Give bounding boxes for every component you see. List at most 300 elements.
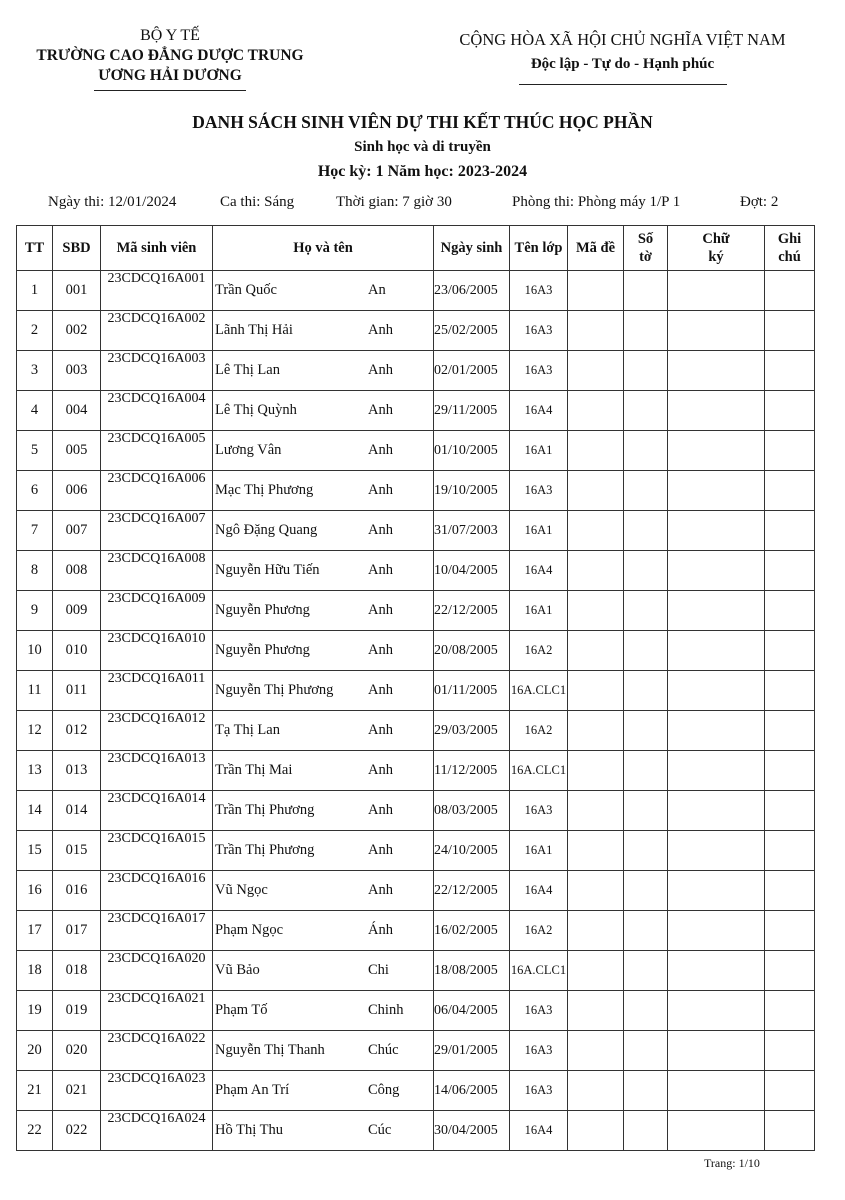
row-family-name: Tạ Thị Lan <box>215 722 280 738</box>
row-signature <box>668 391 765 431</box>
table-row <box>17 671 815 711</box>
table-row <box>17 871 815 911</box>
row-note <box>765 391 815 431</box>
row-exam-code <box>568 791 624 831</box>
row-class: 16A3 <box>510 1031 568 1071</box>
row-sheets <box>624 311 668 351</box>
row-class: 16A3 <box>510 351 568 391</box>
row-note <box>765 791 815 831</box>
row-tt: 8 <box>17 551 53 591</box>
row-class: 16A3 <box>510 471 568 511</box>
row-sheets <box>624 391 668 431</box>
row-student-id: 23CDCQ16A023 <box>101 1071 213 1111</box>
row-note <box>765 551 815 591</box>
table-row <box>17 991 815 1031</box>
row-full-name <box>213 711 434 751</box>
row-signature <box>668 471 765 511</box>
row-exam-code <box>568 711 624 751</box>
row-class: 16A4 <box>510 871 568 911</box>
row-student-id: 23CDCQ16A011 <box>101 671 213 711</box>
exam-round: Đợt: 2 <box>740 194 779 210</box>
row-signature <box>668 751 765 791</box>
row-sheets <box>624 831 668 871</box>
row-exam-code <box>568 271 624 311</box>
row-sheets <box>624 911 668 951</box>
row-signature <box>668 271 765 311</box>
row-given-name: Anh <box>368 762 393 778</box>
student-roster-table <box>16 225 815 1151</box>
row-family-name: Vũ Ngọc <box>215 882 268 898</box>
row-signature <box>668 671 765 711</box>
exam-time: Thời gian: 7 giờ 30 <box>336 194 452 210</box>
table-row <box>17 591 815 631</box>
row-tt: 21 <box>17 1071 53 1111</box>
row-exam-code <box>568 631 624 671</box>
row-full-name <box>213 1071 434 1111</box>
row-student-id: 23CDCQ16A002 <box>101 311 213 351</box>
row-sheets <box>624 1111 668 1151</box>
row-note <box>765 951 815 991</box>
row-student-id: 23CDCQ16A016 <box>101 871 213 911</box>
row-class: 16A.CLC1 <box>510 951 568 991</box>
issuer-block <box>15 26 325 91</box>
row-sheets <box>624 431 668 471</box>
row-family-name: Trần Thị Phương <box>215 842 315 858</box>
table-row <box>17 1071 815 1111</box>
row-dob: 10/04/2005 <box>434 551 510 591</box>
table-row <box>17 311 815 351</box>
republic-name: CỘNG HÒA XÃ HỘI CHỦ NGHĨA VIỆT NAM <box>459 30 786 49</box>
exam-room: Phòng thi: Phòng máy 1/P 1 <box>512 194 681 210</box>
row-dob: 22/12/2005 <box>434 871 510 911</box>
row-given-name: Anh <box>368 642 393 658</box>
row-full-name <box>213 831 434 871</box>
row-tt: 6 <box>17 471 53 511</box>
header-note <box>765 226 815 271</box>
row-given-name: Công <box>368 1082 400 1098</box>
row-tt: 4 <box>17 391 53 431</box>
table-row <box>17 751 815 791</box>
row-sbd: 009 <box>53 591 101 631</box>
row-class: 16A3 <box>510 1071 568 1111</box>
row-dob: 11/12/2005 <box>434 751 510 791</box>
row-family-name: Ngô Đặng Quang <box>215 522 318 538</box>
row-note <box>765 831 815 871</box>
row-exam-code <box>568 431 624 471</box>
row-class: 16A1 <box>510 511 568 551</box>
row-sbd: 010 <box>53 631 101 671</box>
row-tt: 12 <box>17 711 53 751</box>
row-signature <box>668 951 765 991</box>
row-sheets <box>624 711 668 751</box>
row-sbd: 008 <box>53 551 101 591</box>
row-class: 16A4 <box>510 1111 568 1151</box>
row-exam-code <box>568 751 624 791</box>
row-given-name: Chúc <box>368 1042 399 1058</box>
row-student-id: 23CDCQ16A014 <box>101 791 213 831</box>
row-sbd: 014 <box>53 791 101 831</box>
row-sbd: 004 <box>53 391 101 431</box>
row-student-id: 23CDCQ16A003 <box>101 351 213 391</box>
row-class: 16A3 <box>510 311 568 351</box>
row-exam-code <box>568 351 624 391</box>
row-full-name <box>213 591 434 631</box>
row-tt: 22 <box>17 1111 53 1151</box>
header-sheets <box>624 226 668 271</box>
row-class: 16A2 <box>510 911 568 951</box>
row-dob: 06/04/2005 <box>434 991 510 1031</box>
row-tt: 14 <box>17 791 53 831</box>
row-tt: 7 <box>17 511 53 551</box>
table-row <box>17 351 815 391</box>
row-tt: 15 <box>17 831 53 871</box>
row-given-name: Anh <box>368 602 393 618</box>
row-sheets <box>624 951 668 991</box>
row-signature <box>668 1071 765 1111</box>
row-tt: 1 <box>17 271 53 311</box>
row-dob: 16/02/2005 <box>434 911 510 951</box>
table-row <box>17 471 815 511</box>
row-sbd: 001 <box>53 271 101 311</box>
term-year: Học kỳ: 1 Năm học: 2023-2024 <box>317 163 528 180</box>
table-row <box>17 271 815 311</box>
row-exam-code <box>568 671 624 711</box>
row-tt: 3 <box>17 351 53 391</box>
row-student-id: 23CDCQ16A013 <box>101 751 213 791</box>
row-student-id: 23CDCQ16A020 <box>101 951 213 991</box>
ministry-name: BỘ Y TẾ <box>140 27 200 44</box>
document-title: DANH SÁCH SINH VIÊN DỰ THI KẾT THÚC HỌC PHẦN <box>192 112 653 132</box>
row-family-name: Phạm Tố <box>215 1002 268 1018</box>
row-sheets <box>624 271 668 311</box>
row-sbd: 011 <box>53 671 101 711</box>
row-signature <box>668 791 765 831</box>
table-row <box>17 551 815 591</box>
row-note <box>765 591 815 631</box>
row-tt: 17 <box>17 911 53 951</box>
row-exam-code <box>568 1031 624 1071</box>
row-signature <box>668 591 765 631</box>
row-family-name: Lãnh Thị Hải <box>215 322 293 338</box>
row-full-name <box>213 911 434 951</box>
row-note <box>765 351 815 391</box>
row-given-name: Anh <box>368 802 393 818</box>
row-tt: 2 <box>17 311 53 351</box>
row-sbd: 005 <box>53 431 101 471</box>
row-full-name <box>213 671 434 711</box>
row-dob: 24/10/2005 <box>434 831 510 871</box>
row-signature <box>668 311 765 351</box>
row-sheets <box>624 511 668 551</box>
row-dob: 29/01/2005 <box>434 1031 510 1071</box>
row-full-name <box>213 951 434 991</box>
row-dob: 08/03/2005 <box>434 791 510 831</box>
row-exam-code <box>568 591 624 631</box>
row-tt: 13 <box>17 751 53 791</box>
exam-info-row <box>0 194 845 214</box>
issuer-underline <box>94 90 246 91</box>
row-note <box>765 991 815 1031</box>
row-sbd: 017 <box>53 911 101 951</box>
row-dob: 19/10/2005 <box>434 471 510 511</box>
row-given-name: Anh <box>368 682 393 698</box>
row-tt: 11 <box>17 671 53 711</box>
row-dob: 30/04/2005 <box>434 1111 510 1151</box>
exam-session: Ca thi: Sáng <box>220 194 295 210</box>
school-name-line2: ƯƠNG HẢI DƯƠNG <box>98 67 242 84</box>
row-exam-code <box>568 991 624 1031</box>
table-row <box>17 631 815 671</box>
row-sbd: 015 <box>53 831 101 871</box>
row-signature <box>668 1031 765 1071</box>
row-given-name: Anh <box>368 322 393 338</box>
table-row <box>17 391 815 431</box>
row-family-name: Phạm An Trí <box>215 1082 290 1098</box>
row-signature <box>668 871 765 911</box>
row-dob: 02/01/2005 <box>434 351 510 391</box>
row-exam-code <box>568 1111 624 1151</box>
row-sbd: 003 <box>53 351 101 391</box>
row-sbd: 020 <box>53 1031 101 1071</box>
header-note-label: Ghi chú <box>777 231 802 265</box>
row-class: 16A1 <box>510 431 568 471</box>
row-sheets <box>624 871 668 911</box>
row-exam-code <box>568 951 624 991</box>
row-family-name: Trần Thị Phương <box>215 802 315 818</box>
row-dob: 14/06/2005 <box>434 1071 510 1111</box>
table-row <box>17 911 815 951</box>
row-student-id: 23CDCQ16A010 <box>101 631 213 671</box>
row-given-name: Chinh <box>368 1002 404 1018</box>
row-full-name <box>213 1031 434 1071</box>
row-signature <box>668 511 765 551</box>
row-exam-code <box>568 1071 624 1111</box>
row-signature <box>668 711 765 751</box>
row-note <box>765 311 815 351</box>
table-row <box>17 511 815 551</box>
motto-underline <box>519 84 727 85</box>
row-student-id: 23CDCQ16A008 <box>101 551 213 591</box>
row-note <box>765 471 815 511</box>
row-note <box>765 271 815 311</box>
row-class: 16A3 <box>510 791 568 831</box>
row-family-name: Nguyễn Thị Phương <box>215 682 334 698</box>
row-sheets <box>624 791 668 831</box>
row-student-id: 23CDCQ16A004 <box>101 391 213 431</box>
row-note <box>765 1111 815 1151</box>
row-given-name: Anh <box>368 562 393 578</box>
row-signature <box>668 831 765 871</box>
row-tt: 19 <box>17 991 53 1031</box>
row-sheets <box>624 751 668 791</box>
table-row <box>17 1111 815 1151</box>
row-note <box>765 1071 815 1111</box>
row-note <box>765 1031 815 1071</box>
row-exam-code <box>568 871 624 911</box>
row-class: 16A4 <box>510 551 568 591</box>
row-given-name: Anh <box>368 402 393 418</box>
table-row <box>17 831 815 871</box>
row-tt: 18 <box>17 951 53 991</box>
row-dob: 01/10/2005 <box>434 431 510 471</box>
row-note <box>765 631 815 671</box>
row-family-name: Lê Thị Lan <box>215 362 280 378</box>
row-sheets <box>624 671 668 711</box>
exam-date: Ngày thi: 12/01/2024 <box>48 194 177 210</box>
header-signature <box>668 226 765 271</box>
row-sbd: 021 <box>53 1071 101 1111</box>
header-student-id: Mã sinh viên <box>101 226 213 271</box>
row-student-id: 23CDCQ16A001 <box>101 271 213 311</box>
row-exam-code <box>568 391 624 431</box>
table-row <box>17 1031 815 1071</box>
row-sbd: 007 <box>53 511 101 551</box>
row-student-id: 23CDCQ16A007 <box>101 511 213 551</box>
header-sbd: SBD <box>53 226 101 271</box>
table-row <box>17 951 815 991</box>
row-note <box>765 511 815 551</box>
row-dob: 22/12/2005 <box>434 591 510 631</box>
row-full-name <box>213 391 434 431</box>
header-signature-label: Chữ ký <box>702 231 730 265</box>
row-exam-code <box>568 831 624 871</box>
row-student-id: 23CDCQ16A009 <box>101 591 213 631</box>
row-full-name <box>213 791 434 831</box>
row-class: 16A3 <box>510 271 568 311</box>
national-motto-block <box>430 28 815 85</box>
row-signature <box>668 991 765 1031</box>
row-note <box>765 671 815 711</box>
row-full-name <box>213 991 434 1031</box>
header-exam-code: Mã đề <box>568 226 624 271</box>
header-class: Tên lớp <box>510 226 568 271</box>
row-family-name: Vũ Bảo <box>215 962 260 978</box>
row-signature <box>668 551 765 591</box>
row-dob: 01/11/2005 <box>434 671 510 711</box>
row-signature <box>668 911 765 951</box>
row-dob: 29/11/2005 <box>434 391 510 431</box>
row-sheets <box>624 991 668 1031</box>
row-dob: 23/06/2005 <box>434 271 510 311</box>
table-row <box>17 711 815 751</box>
subject-name: Sinh học và di truyền <box>354 139 491 155</box>
row-class: 16A1 <box>510 591 568 631</box>
row-exam-code <box>568 311 624 351</box>
row-full-name <box>213 551 434 591</box>
row-class: 16A2 <box>510 711 568 751</box>
row-dob: 31/07/2003 <box>434 511 510 551</box>
row-full-name <box>213 351 434 391</box>
row-given-name: Ánh <box>368 922 393 938</box>
row-full-name <box>213 471 434 511</box>
row-note <box>765 431 815 471</box>
row-full-name <box>213 631 434 671</box>
page-number: Trang: 1/10 <box>704 1156 760 1170</box>
row-family-name: Trần Thị Mai <box>215 762 293 778</box>
row-family-name: Lương Vân <box>215 442 282 458</box>
row-tt: 9 <box>17 591 53 631</box>
row-sbd: 016 <box>53 871 101 911</box>
row-sbd: 012 <box>53 711 101 751</box>
row-exam-code <box>568 551 624 591</box>
row-family-name: Lê Thị Quỳnh <box>215 402 297 418</box>
row-family-name: Phạm Ngọc <box>215 922 284 938</box>
row-dob: 20/08/2005 <box>434 631 510 671</box>
row-class: 16A3 <box>510 991 568 1031</box>
row-sbd: 019 <box>53 991 101 1031</box>
row-given-name: Chi <box>368 962 389 978</box>
row-given-name: Anh <box>368 442 393 458</box>
header-sheets-label: Số tờ <box>637 231 654 265</box>
row-note <box>765 911 815 951</box>
row-full-name <box>213 1111 434 1151</box>
header-full-name: Họ và tên <box>213 226 434 271</box>
row-exam-code <box>568 471 624 511</box>
row-family-name: Hồ Thị Thu <box>215 1122 283 1138</box>
row-family-name: Nguyễn Phương <box>215 642 310 658</box>
row-tt: 5 <box>17 431 53 471</box>
row-sbd: 018 <box>53 951 101 991</box>
row-given-name: An <box>368 282 386 298</box>
row-student-id: 23CDCQ16A021 <box>101 991 213 1031</box>
row-sheets <box>624 631 668 671</box>
row-student-id: 23CDCQ16A024 <box>101 1111 213 1151</box>
row-dob: 25/02/2005 <box>434 311 510 351</box>
row-class: 16A2 <box>510 631 568 671</box>
row-note <box>765 751 815 791</box>
row-sheets <box>624 1071 668 1111</box>
row-note <box>765 871 815 911</box>
row-full-name <box>213 311 434 351</box>
row-signature <box>668 1111 765 1151</box>
row-dob: 18/08/2005 <box>434 951 510 991</box>
row-given-name: Anh <box>368 882 393 898</box>
row-full-name <box>213 871 434 911</box>
row-tt: 16 <box>17 871 53 911</box>
roster-body <box>17 271 815 1151</box>
row-signature <box>668 431 765 471</box>
header-tt: TT <box>17 226 53 271</box>
row-sheets <box>624 591 668 631</box>
row-student-id: 23CDCQ16A005 <box>101 431 213 471</box>
row-given-name: Anh <box>368 522 393 538</box>
row-family-name: Nguyễn Phương <box>215 602 310 618</box>
row-exam-code <box>568 911 624 951</box>
row-note <box>765 711 815 751</box>
table-row <box>17 431 815 471</box>
row-family-name: Trần Quốc <box>215 282 277 298</box>
table-header-row <box>17 226 815 271</box>
table-row <box>17 791 815 831</box>
row-student-id: 23CDCQ16A012 <box>101 711 213 751</box>
row-class: 16A.CLC1 <box>510 671 568 711</box>
row-family-name: Nguyễn Hữu Tiến <box>215 562 320 578</box>
row-class: 16A1 <box>510 831 568 871</box>
header-dob: Ngày sinh <box>434 226 510 271</box>
school-name-line1: TRƯỜNG CAO ĐẲNG DƯỢC TRUNG <box>36 47 304 64</box>
row-full-name <box>213 271 434 311</box>
row-tt: 10 <box>17 631 53 671</box>
row-signature <box>668 351 765 391</box>
row-dob: 29/03/2005 <box>434 711 510 751</box>
row-full-name <box>213 511 434 551</box>
row-sbd: 002 <box>53 311 101 351</box>
row-sheets <box>624 551 668 591</box>
row-given-name: Anh <box>368 482 393 498</box>
row-student-id: 23CDCQ16A006 <box>101 471 213 511</box>
row-given-name: Anh <box>368 722 393 738</box>
row-family-name: Mạc Thị Phương <box>215 482 314 498</box>
